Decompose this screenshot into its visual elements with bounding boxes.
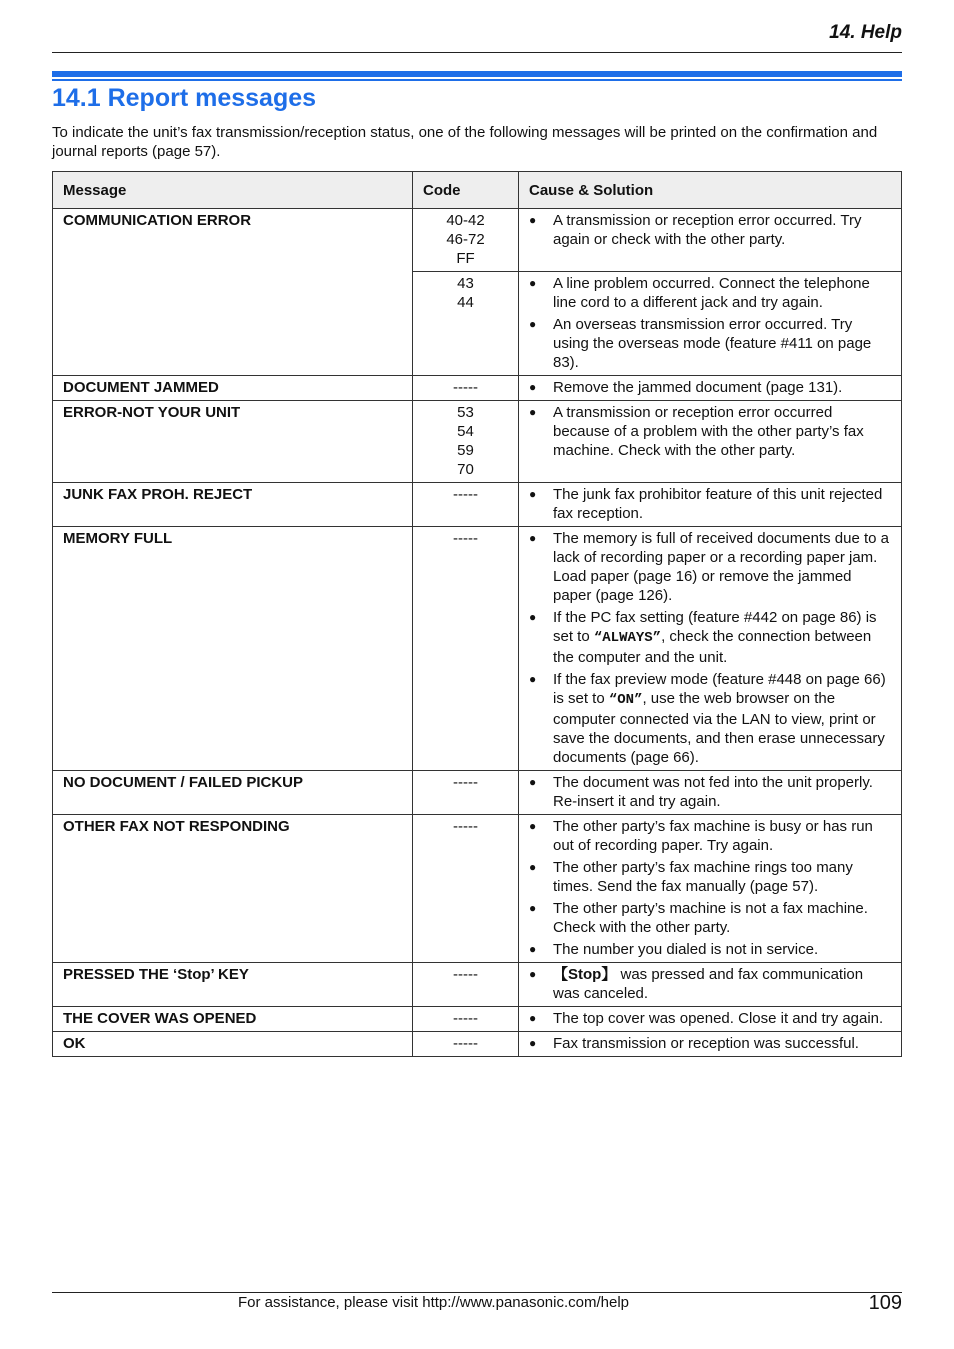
cause-text: , use the web browser on the computer connected via the LAN to view, print or save the documents, and then erase unnecessary documents (page 66).: [553, 690, 885, 766]
section-accent-line: [52, 79, 902, 81]
cause-item: ● A transmission or reception error occurred. Try again or check with the other party.: [529, 211, 891, 249]
cause-cell: [519, 376, 902, 401]
cause-text: If the fax preview mode (feature #448 on page 66) is set to: [553, 671, 886, 707]
page-number: 109: [868, 1292, 902, 1314]
table-row: [53, 1032, 902, 1057]
cause-cell: [519, 815, 902, 963]
table-row: [53, 771, 902, 815]
code-value: 54: [457, 423, 474, 440]
code-value: 44: [457, 294, 474, 311]
table-row: [53, 963, 902, 1007]
code-cell: [413, 1007, 519, 1032]
table-row: [53, 815, 902, 963]
table-row: [53, 401, 902, 483]
code-value: 46-72: [446, 231, 485, 248]
cause-item: ● A transmission or reception error occurred because of a problem with the other party’s fax machine. Check with the other party.: [529, 403, 891, 460]
message-cell: DOCUMENT JAMMED: [53, 376, 413, 401]
code-cell: [413, 527, 519, 771]
cause-item: [529, 670, 891, 767]
code-value: -----: [453, 1010, 478, 1027]
stop-key-label: 【Stop】: [553, 966, 617, 983]
code-cell: [413, 272, 519, 376]
message-cell: JUNK FAX PROH. REJECT: [53, 483, 413, 527]
table-row: [53, 483, 902, 527]
cause-item: ● The top cover was opened. Close it and try again.: [529, 1009, 891, 1028]
table-row: [53, 527, 902, 771]
code-value: -----: [453, 966, 478, 983]
code-value: -----: [453, 1035, 478, 1052]
cause-text: If the PC fax setting (feature #442 on page 86) is set to: [553, 609, 877, 645]
cause-item: ● The other party’s machine is not a fax machine. Check with the other party.: [529, 899, 891, 937]
code-cell: [413, 771, 519, 815]
code-value: 43: [457, 275, 474, 292]
cause-cell: [519, 963, 902, 1007]
code-value: 53: [457, 404, 474, 421]
cause-cell: [519, 1007, 902, 1032]
report-messages-table: [52, 171, 902, 1057]
page-title: 14.1 Report messages: [52, 84, 317, 112]
footer-help-text: For assistance, please visit http://www.panasonic.com/help: [238, 1294, 630, 1311]
code-cell: [413, 815, 519, 963]
code-value: -----: [453, 379, 478, 396]
cause-cell: [519, 771, 902, 815]
message-cell: THE COVER WAS OPENED: [53, 1007, 413, 1032]
table-header-row: [53, 172, 902, 209]
cause-item: [529, 965, 891, 1003]
code-value: 40-42: [446, 212, 485, 229]
message-cell: OK: [53, 1032, 413, 1057]
cause-item: ● The number you dialed is not in service.: [529, 940, 891, 959]
cause-cell: [519, 401, 902, 483]
message-cell: MEMORY FULL: [53, 527, 413, 771]
cause-cell: [519, 527, 902, 771]
cause-item: [529, 608, 891, 667]
code-cell: [413, 1032, 519, 1057]
footer-rule: [52, 1292, 902, 1293]
code-value: -----: [453, 530, 478, 547]
intro-paragraph: To indicate the unit’s fax transmission/reception status, one of the following messages will be printed on the confirmation and journal reports (page 57).: [52, 124, 878, 160]
code-cell: [413, 376, 519, 401]
message-cell: ERROR-NOT YOUR UNIT: [53, 401, 413, 483]
code-cell: [413, 483, 519, 527]
section-accent-bar: [52, 71, 902, 77]
cause-item: ● Remove the jammed document (page 131).: [529, 378, 891, 397]
cause-item: ● The document was not fed into the unit properly. Re-insert it and try again.: [529, 773, 891, 811]
cause-item: ● The other party’s fax machine rings too many times. Send the fax manually (page 57).: [529, 858, 891, 896]
cause-cell: [519, 1032, 902, 1057]
code-cell: [413, 209, 519, 272]
code-value: -----: [453, 774, 478, 791]
cause-item: ● The other party’s fax machine is busy or has run out of recording paper. Try again.: [529, 817, 891, 855]
header-code: Code: [413, 172, 519, 209]
chapter-title: 14. Help: [829, 22, 902, 43]
message-cell: PRESSED THE ‘Stop’ KEY: [53, 963, 413, 1007]
code-value: 70: [457, 461, 474, 478]
table-row: [53, 209, 902, 272]
cause-item: ● An overseas transmission error occurred. Try using the overseas mode (feature #411 on page 83).: [529, 315, 891, 372]
cause-item: ● The junk fax prohibitor feature of this unit rejected fax reception.: [529, 485, 891, 523]
setting-value-always: “ALWAYS”: [593, 630, 662, 646]
cause-cell: [519, 272, 902, 376]
header-message: Message: [53, 172, 413, 209]
table-row: [53, 1007, 902, 1032]
message-cell: OTHER FAX NOT RESPONDING: [53, 815, 413, 963]
cause-item: ● A line problem occurred. Connect the telephone line cord to a different jack and try again.: [529, 274, 891, 312]
cause-text: , check the connection between the computer and the unit.: [553, 628, 872, 666]
cause-item: ● Fax transmission or reception was successful.: [529, 1034, 891, 1053]
header-cause: Cause & Solution: [519, 172, 902, 209]
code-value: -----: [453, 818, 478, 835]
cause-cell: [519, 483, 902, 527]
cause-cell: [519, 209, 902, 272]
table-row: [53, 376, 902, 401]
code-value: -----: [453, 486, 478, 503]
code-cell: [413, 963, 519, 1007]
header-rule: [52, 52, 902, 53]
message-cell: COMMUNICATION ERROR: [53, 209, 413, 376]
message-cell: NO DOCUMENT / FAILED PICKUP: [53, 771, 413, 815]
cause-text: was pressed and fax communication was canceled.: [553, 966, 864, 1002]
code-value: 59: [457, 442, 474, 459]
code-cell: [413, 401, 519, 483]
setting-value-on: “ON”: [608, 692, 643, 708]
code-value: FF: [456, 250, 475, 267]
cause-item: ● The memory is full of received documents due to a lack of recording paper or a recording paper jam. Load paper (page 16) or remove the jammed paper (page 126).: [529, 529, 891, 605]
